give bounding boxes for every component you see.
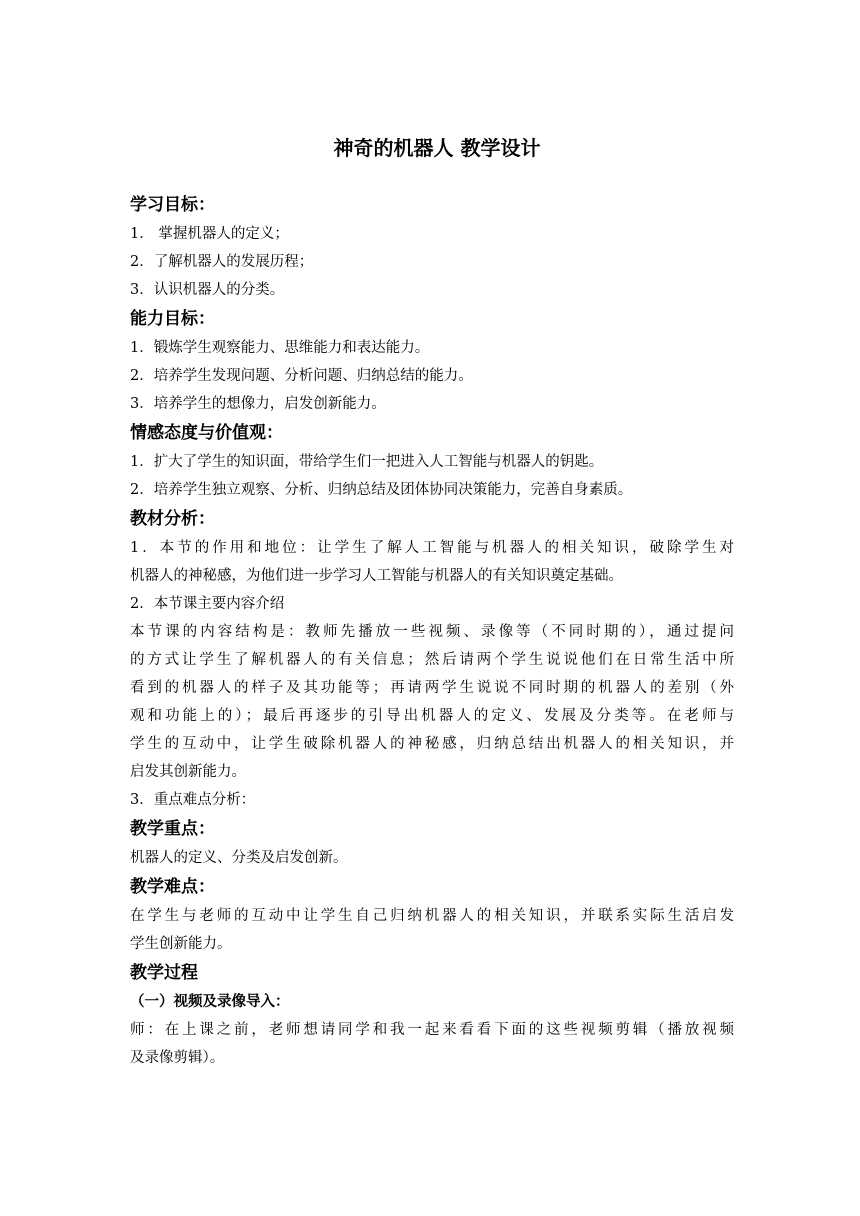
document-content bbox=[130, 128, 734, 1072]
ability-goals-heading: 能力目标： bbox=[130, 309, 215, 329]
key-point-heading: 教学重点： bbox=[130, 819, 215, 839]
content-structure-line: 启发其创新能力。 bbox=[130, 764, 246, 780]
content-structure-paragraph bbox=[130, 618, 734, 786]
content-intro-label: 2．本节课主要内容介绍 bbox=[130, 596, 285, 612]
learning-goal-item: 2．了解机器人的发展历程； bbox=[130, 254, 314, 270]
role-line: 机器人的神秘感，为他们进一步学习人工智能与机器人的有关知识奠定基础。 bbox=[130, 568, 623, 584]
difficult-point-line: 在学生与老师的互动中让学生自己归纳机器人的相关知识，并联系实际生活启发 bbox=[130, 908, 734, 924]
process-step-line: 师：在上课之前，老师想请同学和我一起来看看下面的这些视频剪辑（播放视频 bbox=[130, 1022, 734, 1038]
process-step-paragraph bbox=[130, 1016, 734, 1072]
material-analysis-section bbox=[130, 504, 734, 814]
attitude-value-item: 1．扩大了学生的知识面，带给学生们一把进入人工智能与机器人的钥匙。 bbox=[130, 454, 604, 470]
process-section bbox=[130, 958, 734, 1072]
ability-goal-item: 1．锻炼学生观察能力、思维能力和表达能力。 bbox=[130, 340, 430, 356]
process-step-title: （一）视频及录像导入： bbox=[130, 994, 290, 1010]
ability-goal-item: 2．培养学生发现问题、分析问题、归纳总结的能力。 bbox=[130, 368, 473, 384]
material-analysis-heading: 教材分析： bbox=[130, 509, 215, 529]
ability-goals-section bbox=[130, 304, 734, 418]
content-structure-line: 观和功能上的）；最后再逐步的引导出机器人的定义、发展及分类等。在老师与 bbox=[130, 708, 734, 724]
key-difficult-label: 3．重点难点分析： bbox=[130, 792, 256, 808]
document-title: 神奇的机器人 教学设计 bbox=[333, 136, 541, 160]
content-structure-line: 看到的机器人的样子及其功能等；再请两学生说说不同时期的机器人的差别（外 bbox=[130, 680, 734, 696]
difficult-point-heading: 教学难点： bbox=[130, 877, 215, 897]
difficult-point-line: 学生创新能力。 bbox=[130, 936, 232, 952]
attitude-value-item: 2．培养学生独立观察、分析、归纳总结及团体协同决策能力，完善自身素质。 bbox=[130, 482, 633, 498]
content-structure-line: 本节课的内容结构是：教师先播放一些视频、录像等（不同时期的），通过提问 bbox=[130, 624, 734, 640]
attitude-values-heading: 情感态度与价值观： bbox=[130, 423, 283, 443]
content-structure-line: 学生的互动中，让学生破除机器人的神秘感，归纳总结出机器人的相关知识，并 bbox=[130, 736, 734, 752]
ability-goal-item: 3．培养学生的想像力，启发创新能力。 bbox=[130, 396, 386, 412]
difficult-point-paragraph bbox=[130, 902, 734, 958]
role-paragraph bbox=[130, 534, 734, 590]
learning-goals-heading: 学习目标： bbox=[130, 195, 215, 215]
process-heading: 教学过程 bbox=[130, 963, 198, 983]
content-structure-line: 的方式让学生了解机器人的有关信息；然后请两个学生说说他们在日常生活中所 bbox=[130, 652, 734, 668]
learning-goal-item: 1． 掌握机器人的定义； bbox=[130, 226, 289, 242]
learning-goal-item: 3．认识机器人的分类。 bbox=[130, 282, 285, 298]
key-point-text: 机器人的定义、分类及启发创新。 bbox=[130, 850, 348, 866]
learning-goals-section bbox=[130, 190, 734, 304]
role-line: 1．本节的作用和地位：让学生了解人工智能与机器人的相关知识，破除学生对 bbox=[130, 540, 734, 556]
attitude-values-section bbox=[130, 418, 734, 504]
key-point-section bbox=[130, 814, 734, 872]
process-step-line: 及录像剪辑）。 bbox=[130, 1050, 225, 1066]
difficult-point-section bbox=[130, 872, 734, 958]
